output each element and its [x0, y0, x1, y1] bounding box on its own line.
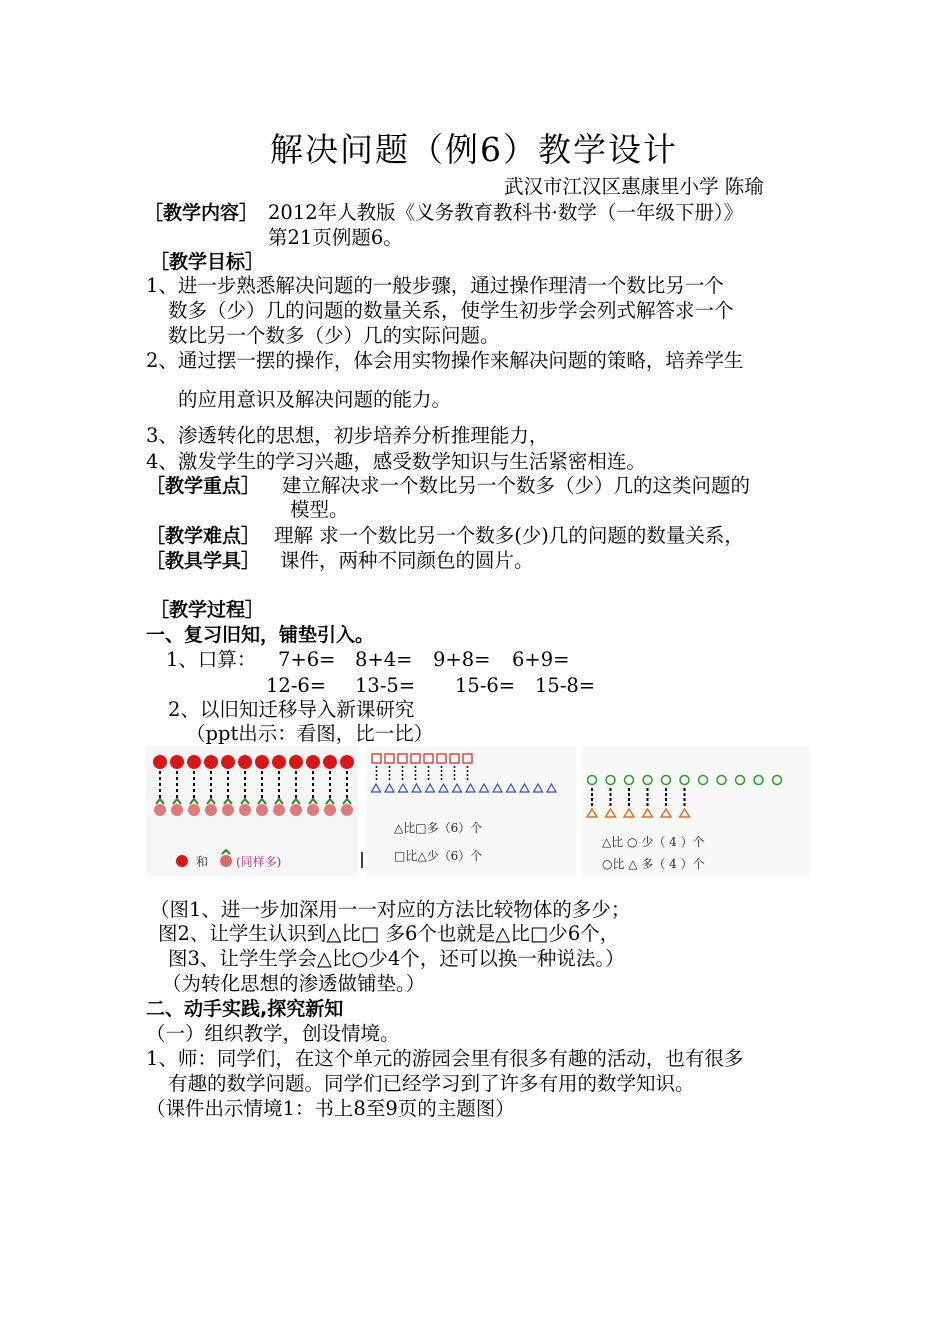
section-label-content: ［教学内容］	[144, 202, 259, 224]
apple-icon	[306, 755, 320, 769]
content-line-1: 2012年人教版《义务教育教科书·数学（一年级下册）》	[268, 201, 744, 224]
section-2-sub-1: （一）组织教学，创设情境。	[146, 1022, 400, 1045]
radish-icon	[154, 804, 166, 816]
goal-2-line-1: 2、通过摆一摆的操作，体会用实物操作来解决问题的策略，培养学生	[146, 349, 744, 372]
radish-icon	[171, 804, 183, 816]
radish-icon	[341, 804, 353, 816]
radish-icon	[205, 804, 217, 816]
content-line-2: 第21页例题6。	[268, 226, 403, 249]
apple-icon	[323, 755, 337, 769]
page-title: 解决问题（例6）教学设计	[270, 130, 678, 169]
apple-icon	[187, 755, 201, 769]
goal-1-line-2: 数多（少）几的问题的数量关系，使学生初步学会列式解答求一个	[168, 299, 734, 322]
note-4: （为转化思想的渗透做铺垫。）	[162, 972, 426, 995]
section-label-process: ［教学过程］	[150, 599, 265, 621]
calc-label: 1、口算：	[166, 648, 257, 671]
panel2-line1: △比□多（6）个	[394, 821, 483, 835]
comparison-figure	[146, 746, 810, 876]
section-label-difficulty: ［教学难点］	[146, 525, 261, 547]
note-1: （图1、进一步加深用一一对应的方法比较物体的多少；	[150, 898, 631, 921]
radish-icon	[256, 804, 268, 816]
panel1-same: (同样多)	[236, 855, 282, 869]
tools-text: 课件，两种不同颜色的圆片。	[280, 549, 534, 572]
calc-item: 13-5=	[355, 674, 416, 697]
ppt-instruction: （ppt出示：看图，比一比）	[186, 722, 434, 745]
radish-icon	[239, 804, 251, 816]
section-label-tools: ［教具学具］	[146, 550, 261, 572]
radish-icon	[307, 804, 319, 816]
panel1-and: 和	[196, 855, 209, 869]
calc-item: 8+4=	[355, 648, 413, 671]
author-line: 武汉市江汉区惠康里小学 陈瑜	[504, 175, 764, 198]
calc-item: 15-8=	[535, 674, 596, 697]
calc-item: 12-6=	[266, 674, 327, 697]
note-3: 图3、让学生学会△比○少4个，还可以换一种说法。）	[168, 947, 625, 970]
apple-icon	[176, 855, 188, 867]
apple-icon	[204, 755, 218, 769]
difficulty-text: 理解 求一个数比另一个数多(少)几的问题的数量关系，	[274, 524, 744, 547]
radish-icon	[220, 855, 232, 867]
apple-icon	[221, 755, 235, 769]
apple-icon	[238, 755, 252, 769]
radish-icon	[324, 804, 336, 816]
key-line-1: 建立解决求一个数比另一个数多（少）几的这类问题的	[282, 474, 751, 497]
review-item-2: 2、以旧知迁移导入新课研究	[168, 698, 415, 721]
section-label-goals: ［教学目标］	[150, 251, 265, 273]
section-2-heading: 二、动手实践,探究新知	[146, 998, 344, 1020]
radish-icon	[188, 804, 200, 816]
apple-icon	[170, 755, 184, 769]
goal-1-line-3: 数比另一个数多（少）几的实际问题。	[168, 324, 500, 347]
section-2-item-1-line-3: （课件出示情境1：书上8至9页的主题图）	[146, 1097, 515, 1120]
note-2: 图2、让学生认识到△比□ 多6个也就是△比□少6个，	[158, 922, 620, 945]
key-line-2: 模型。	[290, 498, 349, 521]
apple-icon	[272, 755, 286, 769]
calc-item: 7+6=	[278, 648, 336, 671]
goal-1-line-1: 1、进一步熟悉解决问题的一般步骤，通过操作理清一个数比另一个	[146, 274, 724, 297]
goal-2-line-2: 的应用意识及解决问题的能力。	[178, 388, 452, 411]
apple-icon	[340, 755, 354, 769]
panel2-line2: □比△少（6）个	[394, 849, 483, 863]
panel3-line1: △比 ○ 少（ 4 ）个	[602, 835, 705, 849]
goal-3: 3、渗透转化的思想，初步培养分析推理能力，	[146, 424, 549, 447]
apple-icon	[255, 755, 269, 769]
section-2-item-1-line-2: 有趣的数学问题。同学们已经学习到了许多有用的数学知识。	[168, 1072, 695, 1095]
calc-item: 15-6=	[455, 674, 516, 697]
calc-item: 9+8=	[433, 648, 491, 671]
goal-4: 4、激发学生的学习兴趣，感受数学知识与生活紧密相连。	[146, 450, 646, 473]
section-1-heading: 一、复习旧知，铺垫引入。	[146, 624, 375, 646]
radish-icon	[290, 804, 302, 816]
section-label-key: ［教学重点］	[146, 475, 261, 497]
calc-item: 6+9=	[512, 648, 570, 671]
apple-icon	[153, 755, 167, 769]
radish-icon	[273, 804, 285, 816]
radish-icon	[222, 804, 234, 816]
panel3-line2: ○比 △ 多（ 4 ）个	[602, 857, 705, 871]
apple-icon	[289, 755, 303, 769]
section-2-item-1-line-1: 1、师：同学们，在这个单元的游园会里有很多有趣的活动，也有很多	[146, 1047, 744, 1070]
